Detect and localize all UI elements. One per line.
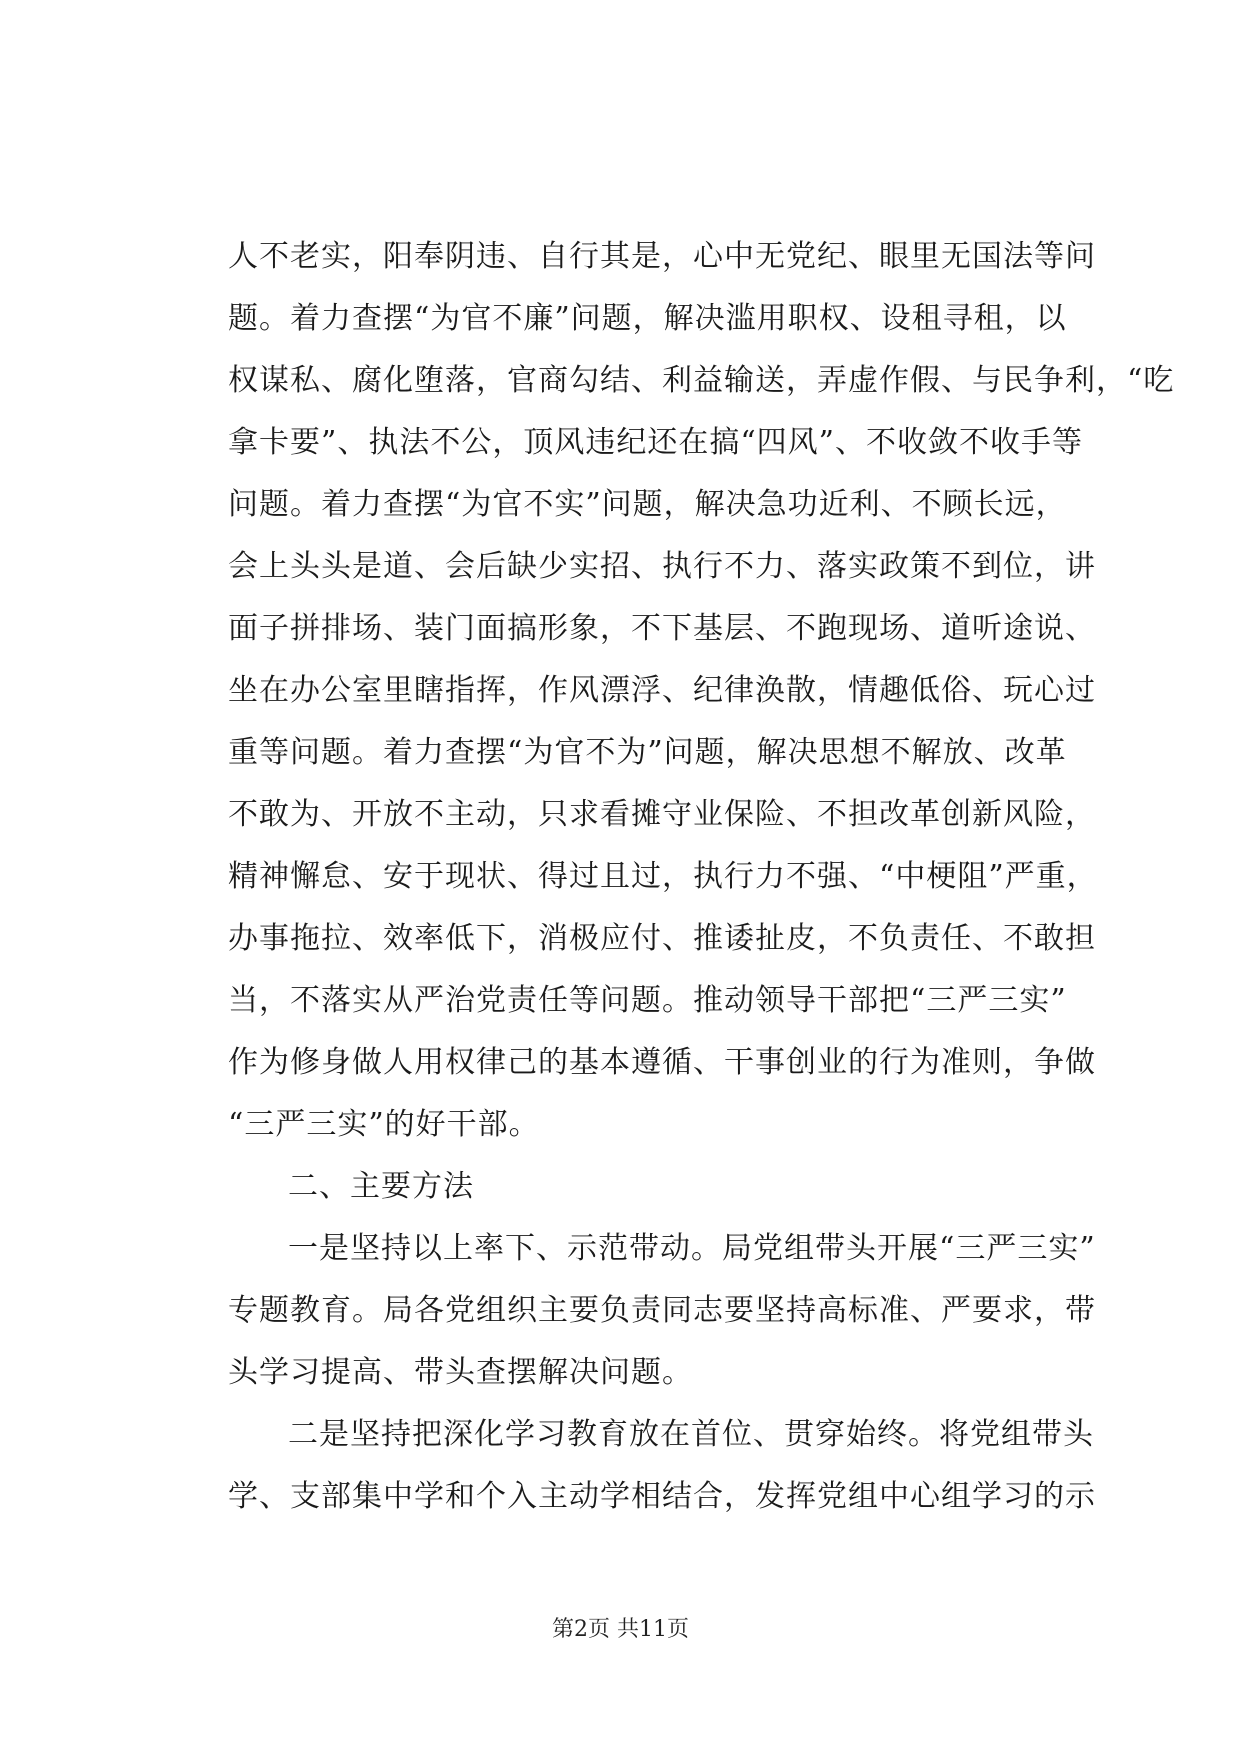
text-line: 问题。着力查摆“为官不实”问题，解决急功近利、不顾长远， [228,487,1067,522]
text-line: 拿卡要”、执法不公，顶风违纪还在搞“四风”、不收敛不收手等 [228,425,1084,460]
text-line: 学、支部集中学和个入主动学相结合，发挥党组中心组学习的示 [228,1479,1096,1514]
text-line: 不敢为、开放不主动，只求看摊守业保险、不担改革创新风险， [228,797,1096,832]
text-line: 人不老实，阳奉阴违、自行其是，心中无党纪、眼里无国法等问 [228,239,1096,274]
text-line: “三严三实”的好干部。 [228,1107,540,1142]
text-line: 权谋私、腐化堕落，官商勾结、利益输送，弄虚作假、与民争利，“吃 [228,363,1175,398]
text-line: 重等问题。着力查摆“为官不为”问题，解决思想不解放、改革 [228,735,1067,770]
text-line: 专题教育。局各党组织主要负责同志要坚持高标准、严要求，带 [228,1293,1096,1328]
text-line: 当，不落实从严治党责任等问题。推动领导干部把“三严三实” [228,983,1067,1018]
text-line: 作为修身做人用权律己的基本遵循、干事创业的行为准则，争做 [228,1045,1096,1080]
document-body [228,226,1175,1528]
page-number-footer: 第2页 共11页 [552,1617,689,1642]
text-line: 会上头头是道、会后缺少实招、执行不力、落实政策不到位，讲 [228,549,1096,584]
text-line: 头学习提高、带头查摆解决问题。 [228,1355,693,1390]
section-heading: 二、主要方法 [288,1169,474,1204]
text-line: 一是坚持以上率下、示范带动。局党组带头开展“三严三实” [288,1231,1096,1266]
text-line: 二是坚持把深化学习教育放在首位、贯穿始终。将党组带头 [288,1417,1094,1452]
text-line: 精神懈怠、安于现状、得过且过，执行力不强、“中梗阻”严重， [228,859,1098,894]
text-line: 办事拖拉、效率低下，消极应付、推诿扯皮，不负责任、不敢担 [228,921,1096,956]
text-line: 面子拼排场、装门面搞形象，不下基层、不跑现场、道听途说、 [228,611,1096,646]
text-line: 题。着力查摆“为官不廉”问题，解决滥用职权、设租寻租，以 [228,301,1067,336]
text-line: 坐在办公室里瞎指挥，作风漂浮、纪律涣散，情趣低俗、玩心过 [228,673,1096,708]
